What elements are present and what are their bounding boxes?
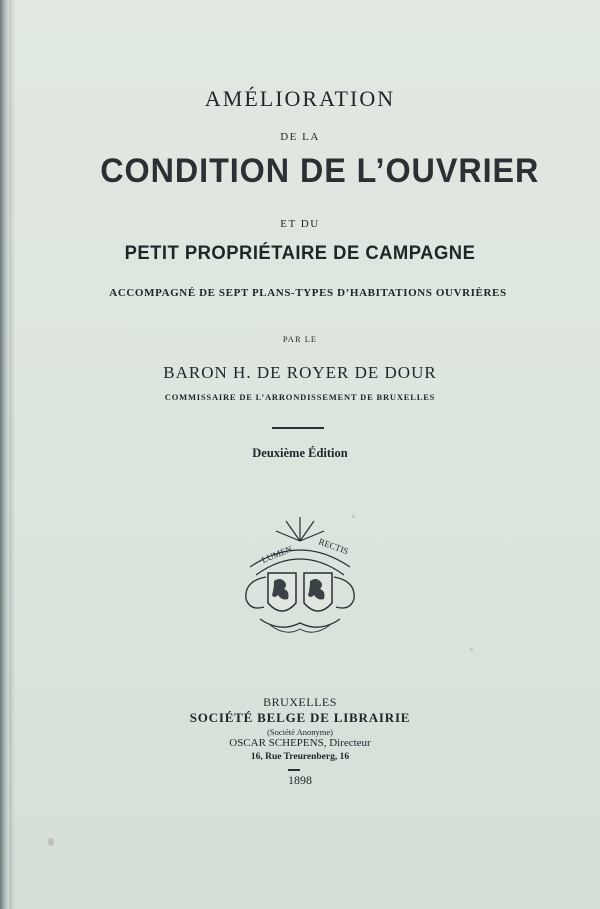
title-line-1: AMÉLIORATION <box>204 86 396 111</box>
foxing-spot <box>470 648 473 651</box>
edition-label: Deuxième Édition <box>252 446 348 460</box>
imprint-publisher-note: (Société Anonyme) <box>267 727 333 737</box>
byline-connector: PAR LE <box>282 334 318 344</box>
title-connector-de-la: DE LA <box>280 131 320 143</box>
motto-right: RECTIS <box>317 536 350 557</box>
imprint-address: 16, Rue Treurenberg, 16 <box>250 752 350 762</box>
imprint-city: BRUXELLES <box>263 695 337 709</box>
author-role: COMMISSAIRE DE L’ARRONDISSEMENT DE BRUXELLES <box>164 392 436 402</box>
imprint-dash <box>288 769 300 771</box>
imprint-director: OSCAR SCHEPENS, Directeur <box>229 737 371 749</box>
foxing-spot <box>352 515 355 518</box>
motto-left: LUMEN <box>260 543 294 565</box>
printer-device-crest-icon <box>230 515 370 640</box>
imprint-publisher: SOCIÉTÉ BELGE DE LIBRAIRIE <box>189 710 411 725</box>
imprint-year: 1898 <box>288 773 312 787</box>
divider-rule <box>272 427 324 429</box>
subtitle: ACCOMPAGNÉ DE SEPT PLANS-TYPES D’HABITATIONS OUVRIÈRES <box>109 287 507 299</box>
title-line-3: PETIT PROPRIÉTAIRE DE CAMPAGNE <box>124 243 476 264</box>
title-connector-et-du: ET DU <box>280 218 320 230</box>
foxing-spot <box>48 838 54 846</box>
author-name: BARON H. DE ROYER DE DOUR <box>163 363 437 382</box>
main-title: CONDITION DE L’OUVRIER <box>100 152 540 190</box>
